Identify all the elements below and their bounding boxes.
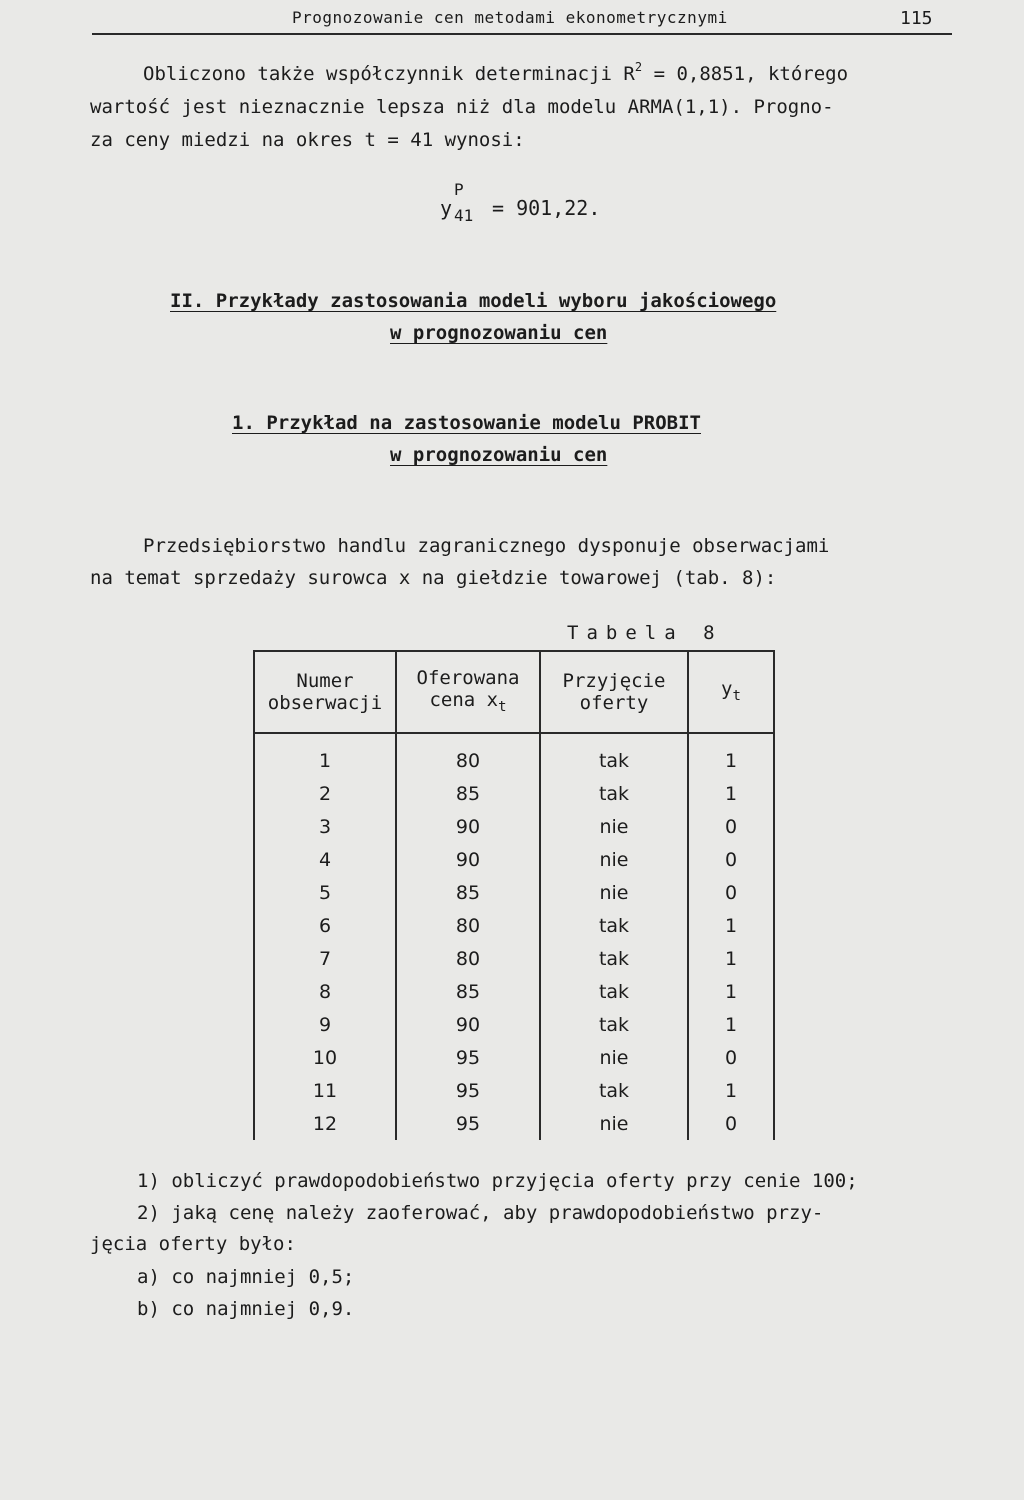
table-row	[254, 810, 774, 843]
cell-observation-number: 7	[254, 942, 396, 975]
cell-yt: 0	[688, 1107, 774, 1140]
question-2b: b) co najmniej 0,9.	[137, 1298, 355, 1320]
subsection-title-line-1: 1. Przykład na zastosowanie modelu PROBIT	[232, 412, 701, 434]
body-line-1: Przedsiębiorstwo handlu zagranicznego dysponuje obserwacjami	[143, 535, 830, 557]
header-col2-line2: cena x	[429, 688, 499, 711]
cell-offer-accepted: nie	[540, 1107, 688, 1140]
table-caption: Tabela 8	[567, 622, 723, 644]
intro-line-2: wartość jest nieznacznie lepsza niż dla modelu ARMA(1,1). Progno-	[90, 96, 834, 118]
table-header-row	[254, 651, 774, 733]
cell-offer-accepted: nie	[540, 876, 688, 909]
table-row	[254, 777, 774, 810]
table-row	[254, 909, 774, 942]
cell-yt: 1	[688, 777, 774, 810]
cell-yt: 1	[688, 1074, 774, 1107]
header-col4: y	[721, 677, 733, 700]
cell-offer-accepted: tak	[540, 1008, 688, 1041]
cell-offered-price: 80	[396, 909, 540, 942]
formula-rhs: = 901,22.	[492, 196, 601, 220]
header-offered-price	[396, 651, 540, 733]
cell-yt: 1	[688, 975, 774, 1008]
cell-observation-number: 12	[254, 1107, 396, 1140]
cell-observation-number: 10	[254, 1041, 396, 1074]
question-2-line-1: 2) jaką cenę należy zaoferować, aby prawdopodobieństwo przy-	[137, 1202, 824, 1224]
table-row	[254, 1107, 774, 1140]
table-row	[254, 975, 774, 1008]
table-row	[254, 1041, 774, 1074]
body-line-2: na temat sprzedaży surowca x na giełdzie towarowej (tab. 8):	[90, 567, 777, 589]
cell-yt: 1	[688, 909, 774, 942]
r-squared-exponent: 2	[634, 60, 643, 74]
cell-offered-price: 90	[396, 843, 540, 876]
header-col2-line1: Oferowana	[416, 666, 520, 689]
cell-yt: 0	[688, 1041, 774, 1074]
cell-offered-price: 90	[396, 810, 540, 843]
cell-offer-accepted: tak	[540, 733, 688, 777]
header-col1-line2: obserwacji	[267, 692, 383, 714]
header-offer-accepted	[540, 651, 688, 733]
cell-observation-number: 1	[254, 733, 396, 777]
cell-offer-accepted: tak	[540, 975, 688, 1008]
cell-offered-price: 85	[396, 876, 540, 909]
cell-observation-number: 5	[254, 876, 396, 909]
section-title-line-1: II. Przykłady zastosowania modeli wyboru jakościowego	[170, 290, 777, 312]
cell-offered-price: 95	[396, 1107, 540, 1140]
cell-observation-number: 4	[254, 843, 396, 876]
intro-line-3: za ceny miedzi na okres t = 41 wynosi:	[90, 129, 525, 151]
formula-base: y	[440, 196, 453, 220]
question-2a: a) co najmniej 0,5;	[137, 1266, 355, 1288]
section-title-line-2: w prognozowaniu cen	[390, 322, 608, 344]
table-row	[254, 843, 774, 876]
cell-observation-number: 2	[254, 777, 396, 810]
cell-yt: 0	[688, 876, 774, 909]
table-row	[254, 1074, 774, 1107]
table-row	[254, 733, 774, 777]
question-1: 1) obliczyć prawdopodobieństwo przyjęcia oferty przy cenie 100;	[137, 1170, 858, 1192]
cell-yt: 0	[688, 843, 774, 876]
header-col4-subscript: t	[732, 687, 741, 704]
cell-offered-price: 95	[396, 1074, 540, 1107]
header-observation-number	[254, 651, 396, 733]
cell-offer-accepted: tak	[540, 777, 688, 810]
cell-offered-price: 95	[396, 1041, 540, 1074]
cell-offered-price: 80	[396, 942, 540, 975]
intro-line-1-pre: Obliczono także współczynnik determinacji R	[143, 63, 635, 85]
table-row	[254, 876, 774, 909]
cell-offered-price: 85	[396, 975, 540, 1008]
header-rule	[92, 33, 952, 35]
cell-offer-accepted: tak	[540, 942, 688, 975]
header-col3-line1: Przyjęcie	[562, 670, 666, 692]
cell-offered-price: 85	[396, 777, 540, 810]
cell-observation-number: 3	[254, 810, 396, 843]
cell-offer-accepted: nie	[540, 810, 688, 843]
cell-observation-number: 9	[254, 1008, 396, 1041]
cell-yt: 0	[688, 810, 774, 843]
cell-offer-accepted: tak	[540, 909, 688, 942]
table-row	[254, 942, 774, 975]
cell-yt: 1	[688, 942, 774, 975]
cell-offer-accepted: nie	[540, 1041, 688, 1074]
cell-observation-number: 11	[254, 1074, 396, 1107]
cell-observation-number: 8	[254, 975, 396, 1008]
cell-yt: 1	[688, 733, 774, 777]
formula-superscript: P	[454, 180, 464, 199]
header-col1-line1: Numer	[296, 670, 354, 692]
cell-observation-number: 6	[254, 909, 396, 942]
observations-table	[253, 650, 775, 1140]
subsection-title-line-2: w prognozowaniu cen	[390, 444, 608, 466]
intro-line-1-post: = 0,8851, którego	[642, 63, 849, 85]
question-2-line-2: jęcia oferty było:	[90, 1233, 296, 1255]
cell-yt: 1	[688, 1008, 774, 1041]
header-yt	[688, 651, 774, 733]
header-col2-subscript: t	[498, 698, 507, 715]
table-row	[254, 1008, 774, 1041]
cell-offered-price: 80	[396, 733, 540, 777]
cell-offer-accepted: nie	[540, 843, 688, 876]
cell-offered-price: 90	[396, 1008, 540, 1041]
page-number: 115	[900, 8, 933, 29]
formula-subscript: 41	[454, 206, 474, 225]
intro-line-1	[143, 58, 848, 90]
running-header-title: Prognozowanie cen metodami ekonometrycznymi	[292, 8, 728, 27]
cell-offer-accepted: tak	[540, 1074, 688, 1107]
header-col3-line2: oferty	[579, 692, 649, 714]
